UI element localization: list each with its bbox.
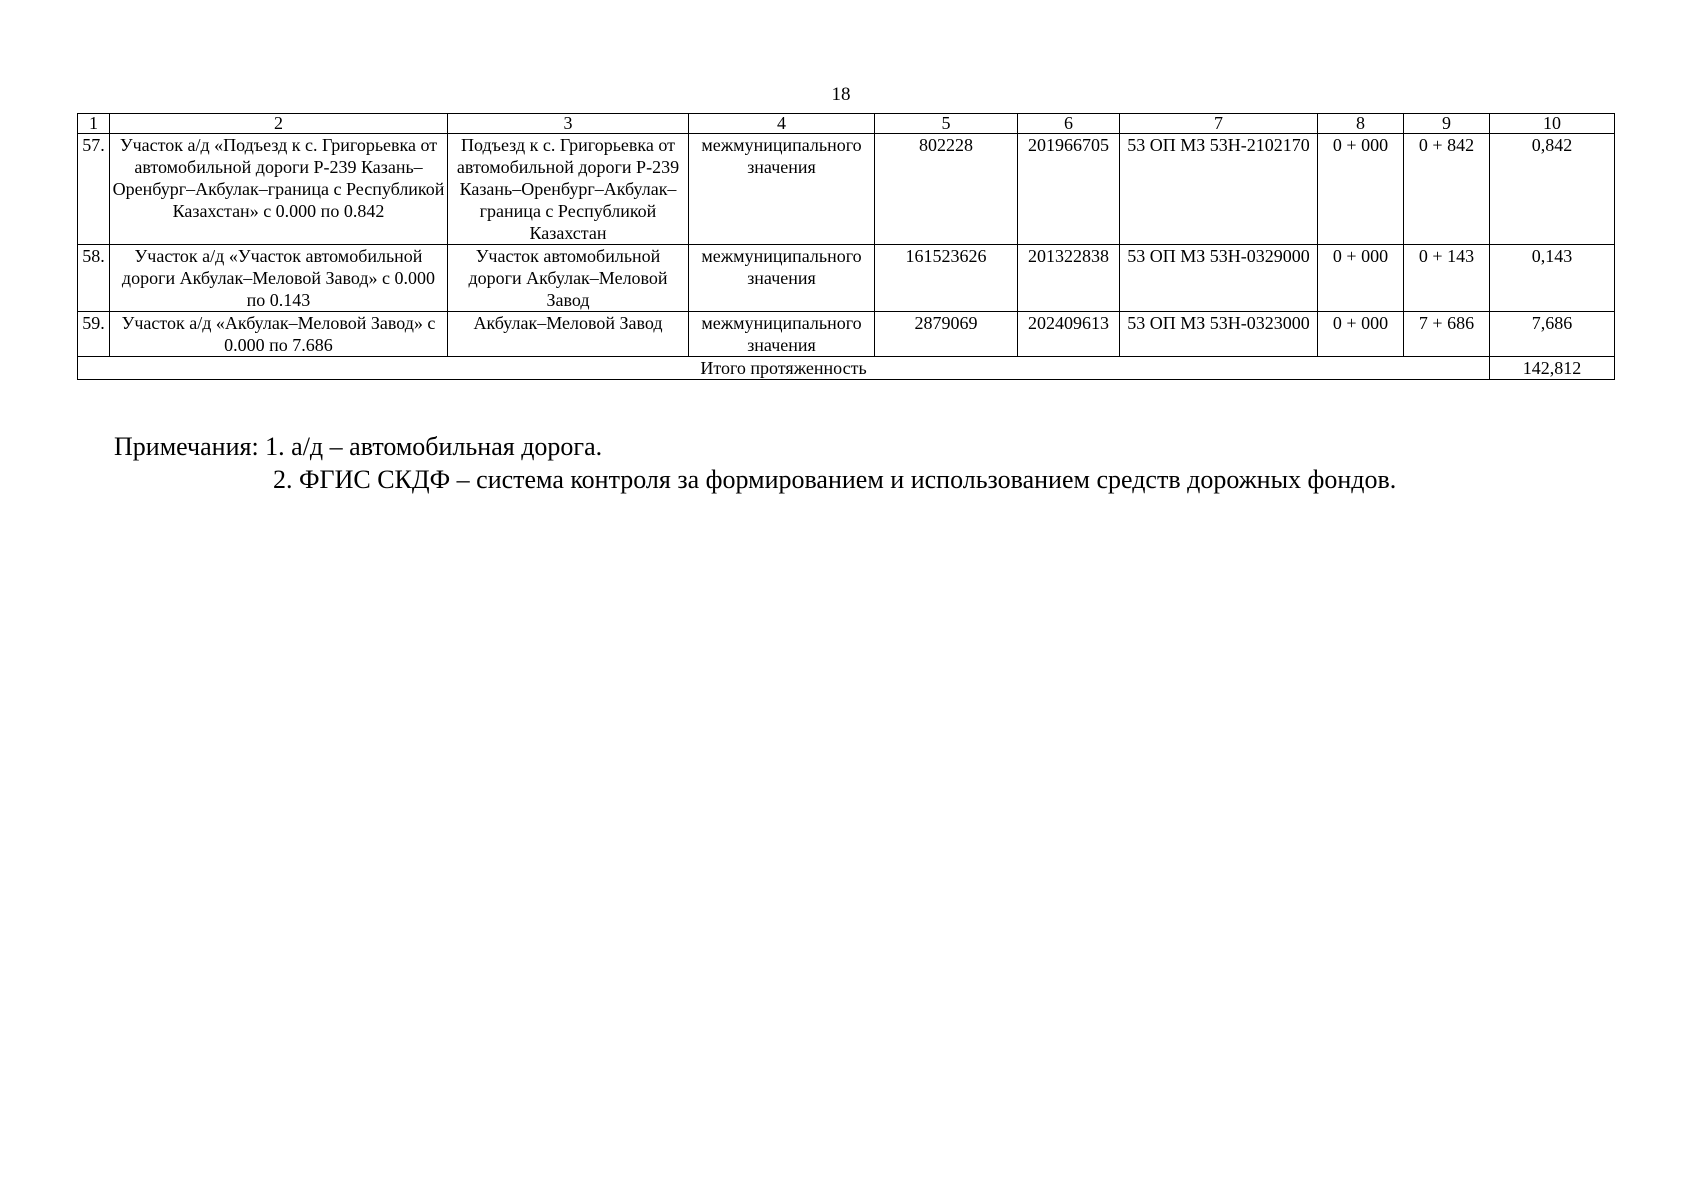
significance: межмуниципального значения (689, 312, 875, 357)
header-cell: 6 (1018, 114, 1120, 134)
road-name: Акбулак–Меловой Завод (448, 312, 689, 357)
significance: межмуниципального значения (689, 245, 875, 312)
section-description: Участок а/д «Подъезд к с. Григорьевка от автомобильной дороги Р-239 Казань–Оренбург–Акбулак–граница с Республикой Казахстан» с 0.000 по 0.842 (110, 134, 448, 245)
road-id: 53 ОП МЗ 53Н-0329000 (1120, 245, 1318, 312)
length: 7,686 (1490, 312, 1615, 357)
header-cell: 5 (875, 114, 1018, 134)
total-value: 142,812 (1490, 357, 1615, 380)
header-cell: 3 (448, 114, 689, 134)
column-5-value: 161523626 (875, 245, 1018, 312)
length: 0,143 (1490, 245, 1615, 312)
row-number: 57. (78, 134, 110, 245)
header-cell: 2 (110, 114, 448, 134)
page-number: 18 (831, 84, 851, 105)
start-km: 0 + 000 (1318, 312, 1404, 357)
length: 0,842 (1490, 134, 1615, 245)
table-header-row (78, 114, 1615, 134)
table-row (78, 245, 1615, 312)
end-km: 7 + 686 (1404, 312, 1490, 357)
column-6-value: 201322838 (1018, 245, 1120, 312)
header-cell: 4 (689, 114, 875, 134)
header-cell: 8 (1318, 114, 1404, 134)
row-number: 59. (78, 312, 110, 357)
road-id: 53 ОП МЗ 53Н-2102170 (1120, 134, 1318, 245)
column-6-value: 201966705 (1018, 134, 1120, 245)
column-5-value: 2879069 (875, 312, 1018, 357)
end-km: 0 + 842 (1404, 134, 1490, 245)
road-name: Подъезд к с. Григорьевка от автомобильной дороги Р-239 Казань–Оренбург–Акбулак–граница с Республикой Казахстан (448, 134, 689, 245)
start-km: 0 + 000 (1318, 134, 1404, 245)
header-cell: 1 (78, 114, 110, 134)
note-line-2: 2. ФГИС СКДФ – система контроля за формированием и использованием средств дорожных фондов. (273, 465, 1397, 494)
column-5-value: 802228 (875, 134, 1018, 245)
notes (114, 430, 1396, 496)
total-label: Итого протяженность (78, 357, 1490, 380)
section-description: Участок а/д «Участок автомобильной дороги Акбулак–Меловой Завод» с 0.000 по 0.143 (110, 245, 448, 312)
note-line-1: Примечания: 1. а/д – автомобильная дорога. (114, 432, 603, 461)
header-cell: 10 (1490, 114, 1615, 134)
road-name: Участок автомобильной дороги Акбулак–Меловой Завод (448, 245, 689, 312)
column-6-value: 202409613 (1018, 312, 1120, 357)
roads-table (77, 113, 1615, 380)
header-cell: 9 (1404, 114, 1490, 134)
significance: межмуниципального значения (689, 134, 875, 245)
road-id: 53 ОП МЗ 53Н-0323000 (1120, 312, 1318, 357)
table-row (78, 312, 1615, 357)
table-row (78, 134, 1615, 245)
total-row (78, 357, 1615, 380)
start-km: 0 + 000 (1318, 245, 1404, 312)
section-description: Участок а/д «Акбулак–Меловой Завод» с 0.000 по 7.686 (110, 312, 448, 357)
header-cell: 7 (1120, 114, 1318, 134)
end-km: 0 + 143 (1404, 245, 1490, 312)
row-number: 58. (78, 245, 110, 312)
